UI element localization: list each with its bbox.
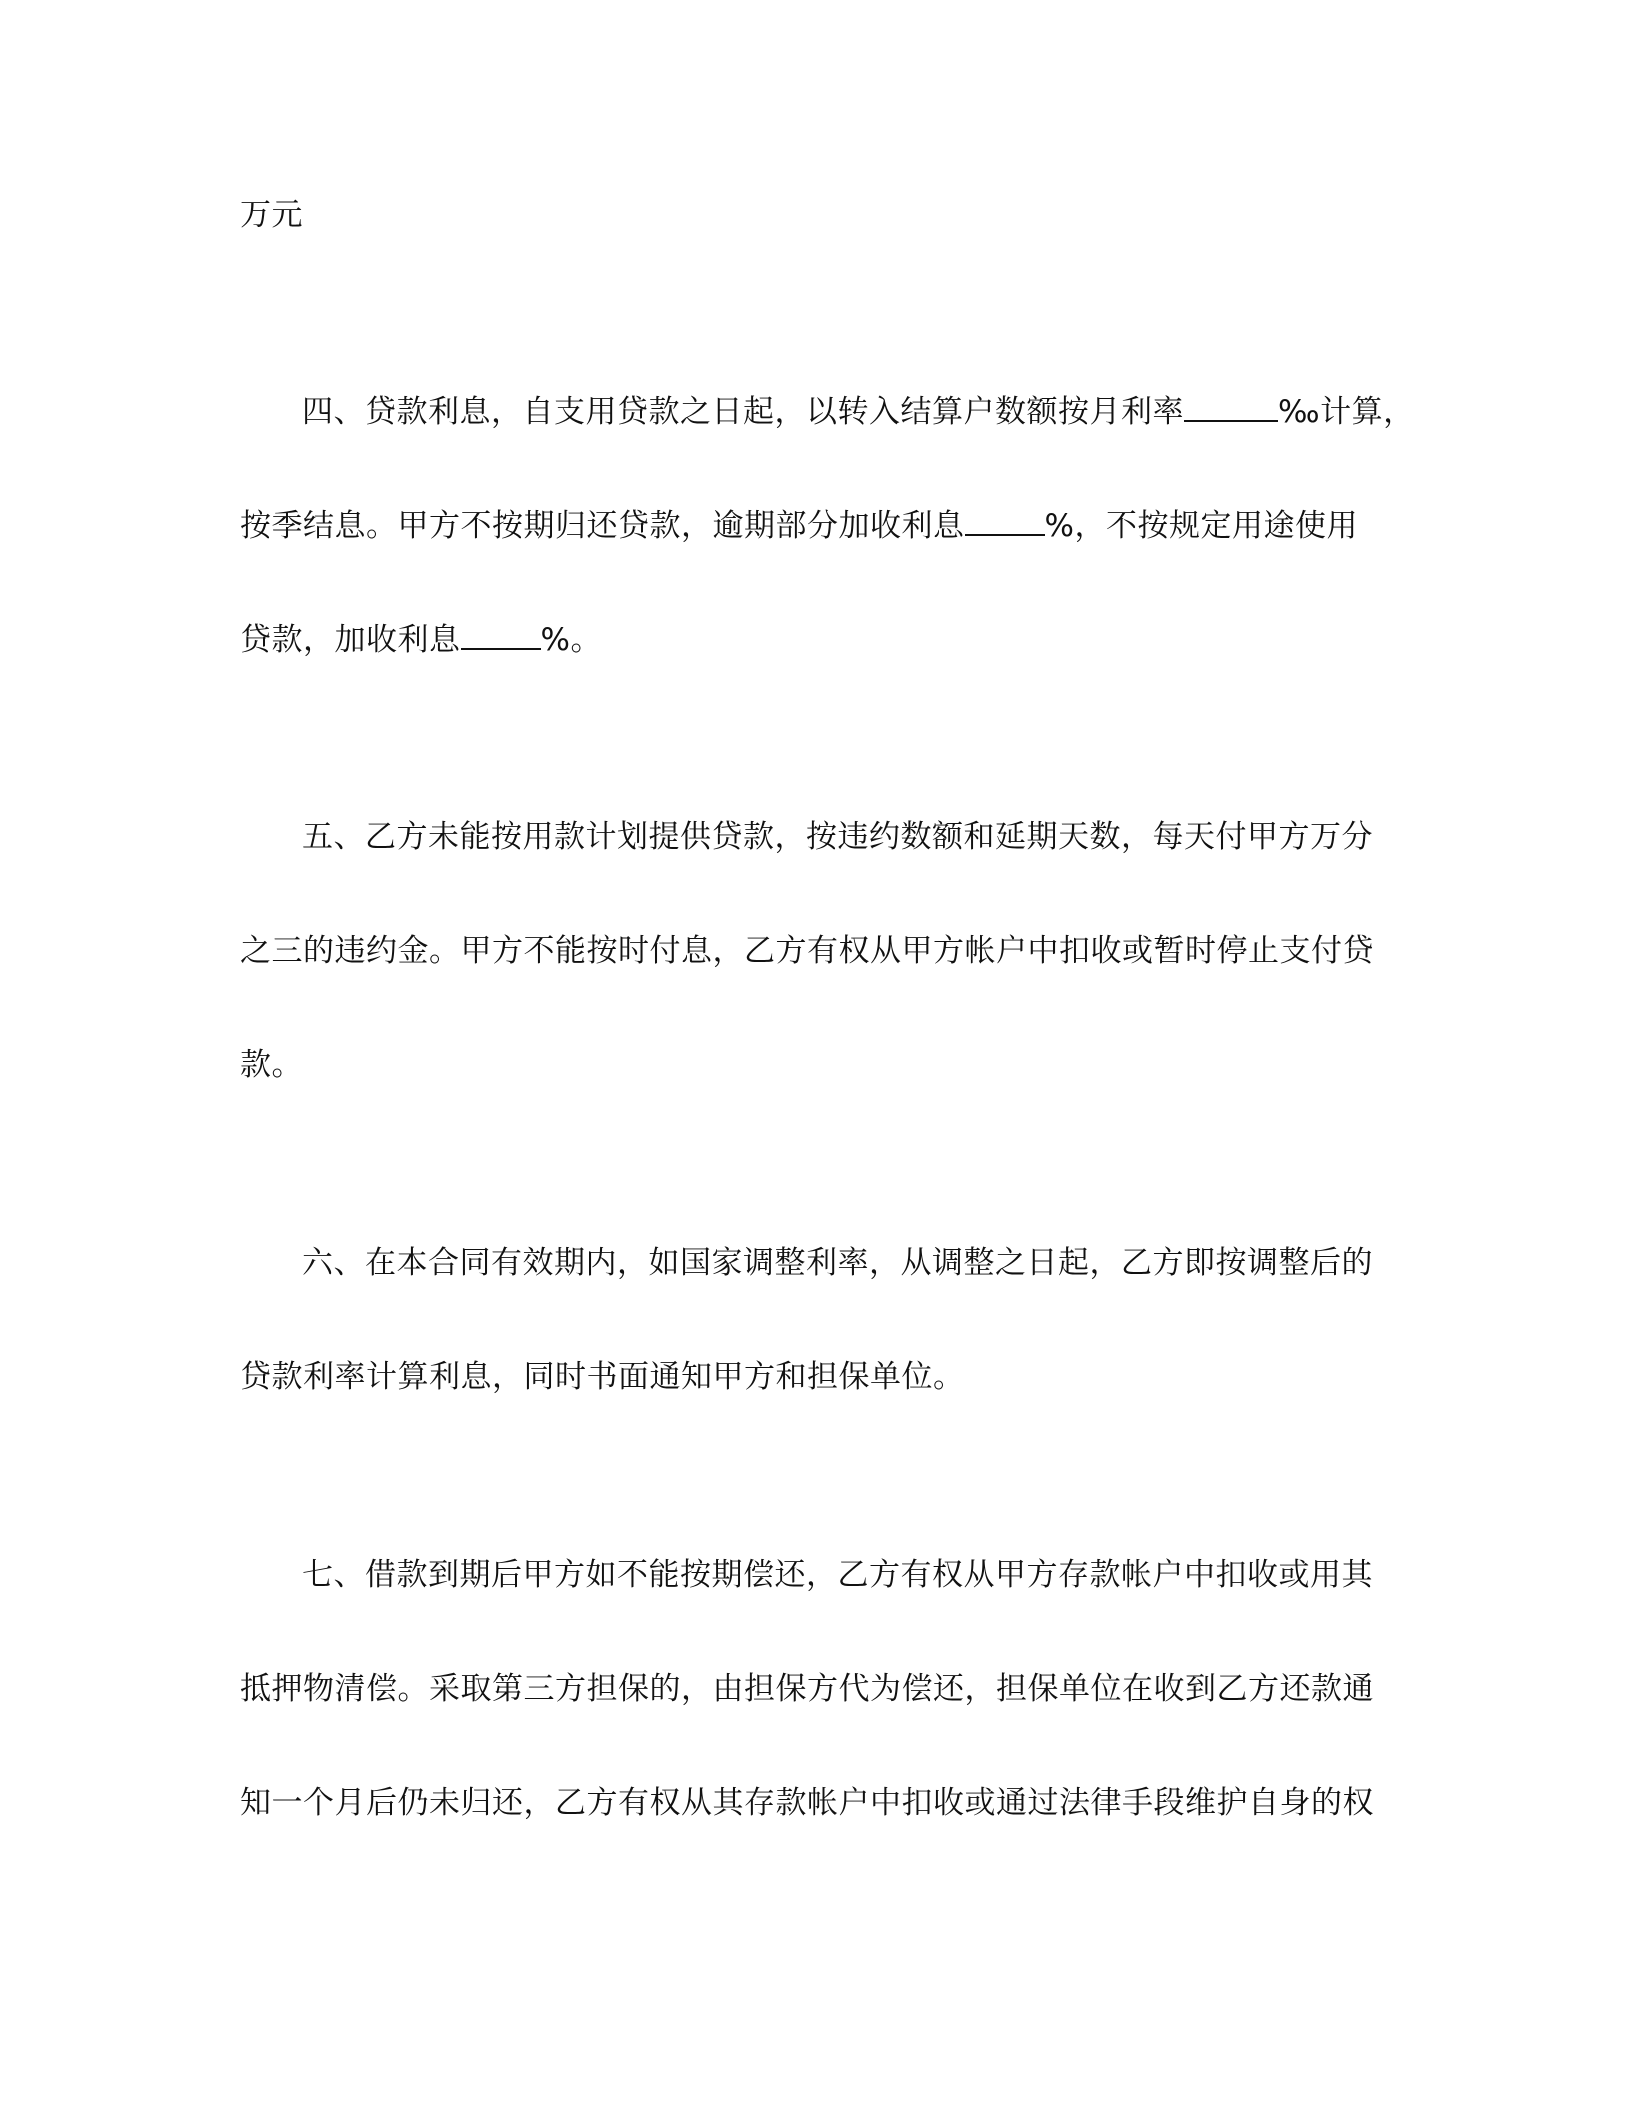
- clause-4-line-1-text-a: 四、贷款利息，自支用贷款之日起，以转入结算户数额按月利率: [302, 394, 1184, 430]
- clause-4-line-3-text-a: 贷款，加收利息: [240, 622, 461, 658]
- clause-4-line-1: [302, 390, 1415, 432]
- clause-7-line-2: 抵押物清偿。采取第三方担保的，由担保方代为偿还，担保单位在收到乙方还款通: [240, 1671, 1374, 1707]
- clause-4-line-2-text-a: 按季结息。甲方不按期归还贷款，逾期部分加收利息: [240, 508, 965, 544]
- clause-4-line-1-text-b: ‰计算，: [1278, 394, 1415, 430]
- text-line-wanyuan: 万元: [240, 197, 303, 233]
- clause-5-line-1: 五、乙方未能按用款计划提供贷款，按违约数额和延期天数，每天付甲方万分: [302, 819, 1373, 855]
- clause-6-line-1: 六、在本合同有效期内，如国家调整利率，从调整之日起，乙方即按调整后的: [302, 1245, 1373, 1281]
- clause-4-line-2-text-b: %，不按规定用途使用: [1044, 508, 1358, 544]
- clause-7-line-1: 七、借款到期后甲方如不能按期偿还，乙方有权从甲方存款帐户中扣收或用其: [302, 1557, 1373, 1593]
- monthly-rate-blank: [1184, 390, 1278, 422]
- overdue-interest-blank: [965, 504, 1045, 536]
- clause-5-line-3: 款。: [240, 1047, 303, 1083]
- clause-6-line-2: 贷款利率计算利息，同时书面通知甲方和担保单位。: [240, 1359, 965, 1395]
- clause-7-line-3: 知一个月后仍未归还，乙方有权从其存款帐户中扣收或通过法律手段维护自身的权: [240, 1785, 1374, 1821]
- misuse-interest-blank: [461, 618, 541, 650]
- clause-5-line-2: 之三的违约金。甲方不能按时付息，乙方有权从甲方帐户中扣收或暂时停止支付贷: [240, 933, 1374, 969]
- clause-4-line-2: [240, 504, 1358, 546]
- clause-4-line-3: [240, 618, 602, 660]
- clause-4-line-3-text-b: %。: [540, 622, 602, 658]
